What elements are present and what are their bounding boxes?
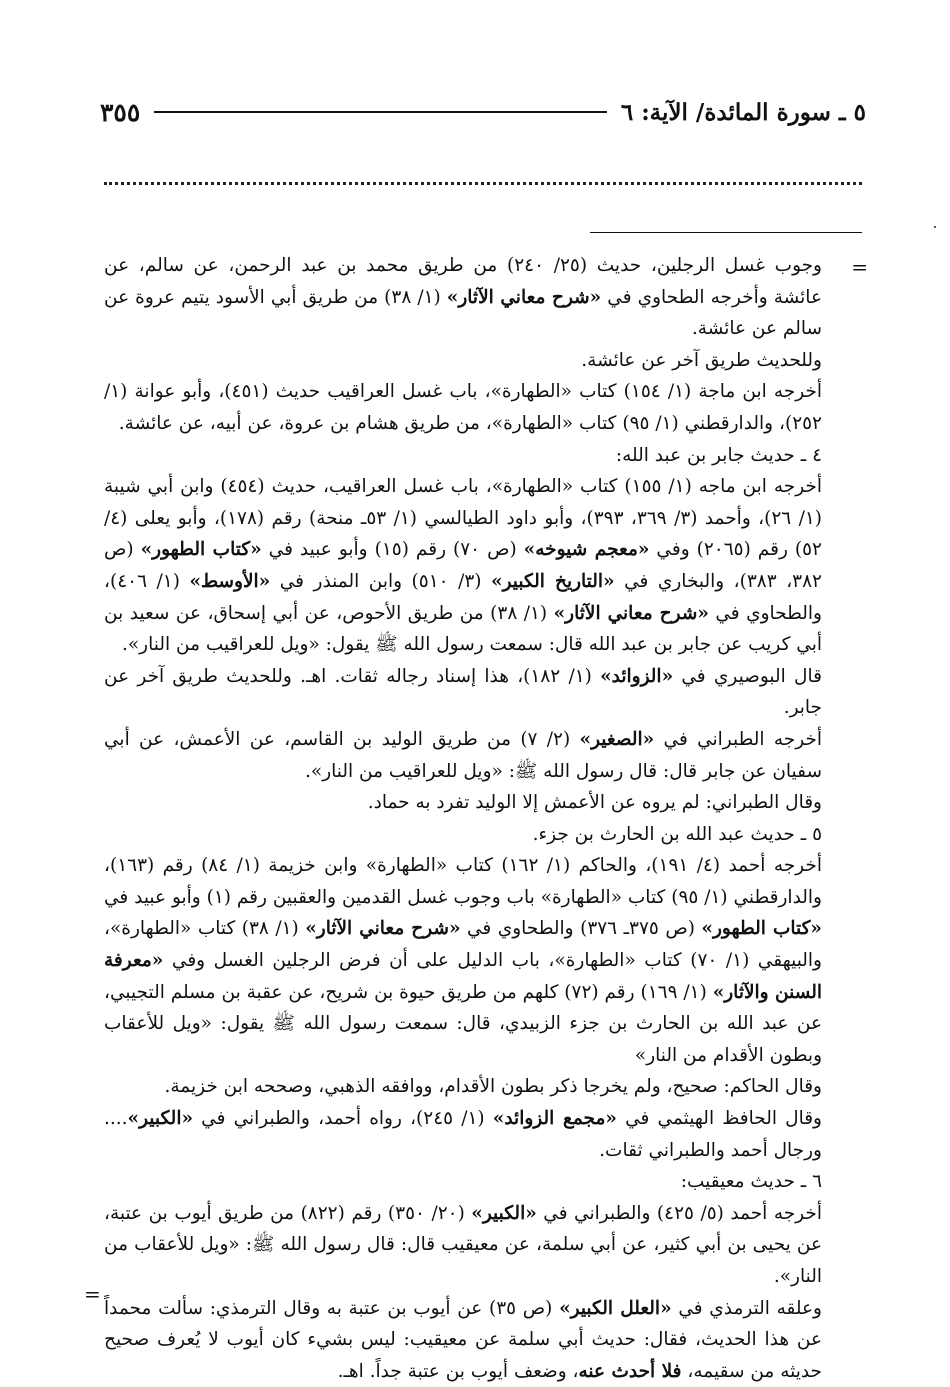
continuation-mark-top: = — [851, 255, 868, 279]
footnote-text — [104, 250, 822, 1387]
paragraph: أخرجه أحمد (٥/ ٤٢٥) والطبراني في «الكبير» (٢٠/ ٣٥٠) رقم (٨٢٢) من طريق أيوب بن عتبة، عن يحيى بن أبي كثير، عن أبي سلمة، عن معيقيب قال: قال رسول الله ﷺ: «ويل للأعقاب من النار». — [104, 1202, 822, 1287]
paragraph: وقال الحافظ الهيثمي في «مجمع الزوائد» (١/ ٢٤٥)، رواه أحمد، والطبراني في «الكبير».... ورجال أحمد والطبراني ثقات. — [104, 1108, 822, 1161]
header-rule — [154, 111, 607, 113]
paragraph: أخرجه أحمد (٤/ ١٩١)، والحاكم (١/ ١٦٢) كتاب «الطهارة» وابن خزيمة (١/ ٨٤) رقم (١٦٣)، والدارقطني (١/ ٩٥) كتاب «الطهارة» باب وجوب غسل القدمين والعقبين رقم (١) وأبو عبيد في «كتاب الطهور» (ص ٣٧٥ـ ٣٧٦) والطحاوي في «شرح معاني الآثار» (١/ ٣٨) كتاب «الطهارة»، والبيهقي (١/ ٧٠) كتاب «الطهارة»، باب الدليل على أن فرض الرجلين الغسل وفي «معرفة السنن والآثار» (١/ ١٦٩) رقم (٧٢) كلهم من طريق حيوة بن شريح، عن عقبة بن مسلم التجيبي، عن عبد الله بن الحارث بن جزء الزبيدي، قال: سمعت رسول الله ﷺ يقول: «ويل للأعقاب وبطون الأقدام من النار» — [104, 855, 822, 1066]
paragraph: وقال الحاكم: صحيح، ولم يخرجا ذكر بطون الأقدام، ووافقه الذهبي، وصححه ابن خزيمة. — [164, 1076, 822, 1098]
footnote-rule — [590, 232, 862, 233]
paragraph: أخرجه ابن ماجه (١/ ١٥٥) كتاب «الطهارة»، باب غسل العراقيب، حديث (٤٥٤) وابن أبي شيبة (١/ ٢٦)، وأحمد (٣/ ٣٦٩، ٣٩٣)، وأبو داود الطيالسي (١/ ٥٣ـ منحة) رقم (١٧٨)، وأبو يعلى (٤/ ٥٢) رقم (٢٠٦٥) وفي «معجم شيوخه» (ص ٧٠) رقم (١٥) وأبو عبيد في «كتاب الطهور» (ص ٣٨٢، ٣٨٣)، والبخاري في «التاريخ الكبير» (٣/ ٥١٠) وابن المنذر في «الأوسط» (١/ ٤٠٦)، والطحاوي في «شرح معاني الآثار» (١/ ٣٨) من طريق الأحوص، عن أبي إسحاق، عن سعيد بن أبي كريب عن جابر بن عبد الله قال: سمعت رسول الله ﷺ يقول: «ويل للعراقيب من النار». — [104, 476, 822, 656]
section-heading: ٥ ـ حديث عبد الله بن الحارث بن جزء. — [532, 823, 822, 845]
paragraph: قال البوصيري في «الزوائد» (١/ ١٨٢)، هذا إسناد رجاله ثقات. اهـ. وللحديث طريق آخر عن جابر. — [104, 665, 822, 719]
page-number: ٣٥٥ — [100, 97, 141, 127]
page-header — [100, 92, 866, 132]
running-title: ٥ ـ سورة المائدة/ الآية: ٦ — [620, 98, 866, 126]
paragraph: أخرجه الطبراني في «الصغير» (٢/ ٧) من طريق الوليد بن القاسم، عن الأعمش، عن أبي سفيان عن جابر قال: قال رسول الله ﷺ: «ويل للعراقيب من النار». — [104, 728, 822, 782]
paragraph: وقال الطبراني: لم يروه عن الأعمش إلا الوليد تفرد به حماد. — [367, 792, 822, 814]
section-heading: ٤ ـ حديث جابر بن عبد الله: — [615, 444, 822, 466]
dotted-separator — [104, 182, 862, 185]
continuation-mark-bottom: = — [84, 1282, 101, 1306]
paragraph: وجوب غسل الرجلين، حديث (٢٥/ ٢٤٠) من طريق محمد بن عبد الرحمن، عن سالم، عن عائشة وأخرجه الطحاوي في «شرح معاني الآثار» (١/ ٣٨) من طريق أبي الأسود يتيم عروة عن سالم عن عائشة. — [104, 255, 822, 340]
paragraph: أخرجه ابن ماجة (١/ ١٥٤) كتاب «الطهارة»، باب غسل العراقيب حديث (٤٥١)، وأبو عوانة (١/ ٢٥٢)، والدارقطني (١/ ٩٥) كتاب «الطهارة»، من طريق هشام بن عروة، عن أبيه، عن عائشة. — [104, 381, 822, 434]
scan-speck — [934, 226, 936, 228]
paragraph: وللحديث طريق آخر عن عائشة. — [581, 349, 822, 371]
paragraph: وعلقه الترمذي في «العلل الكبير» (ص ٣٥) عن أيوب بن عتبة به وقال الترمذي: سألت محمداً عن هذا الحديث، فقال: حديث أبي سلمة عن معيقيب: ليس بشيء كان أيوب لا يُعرف صحيح حديثه من سقيمه، فلا أحدث عنه، وضعف أيوب بن عتبة جداً. اهـ. — [104, 1297, 822, 1382]
section-heading: ٦ ـ حديث معيقيب: — [680, 1171, 822, 1193]
